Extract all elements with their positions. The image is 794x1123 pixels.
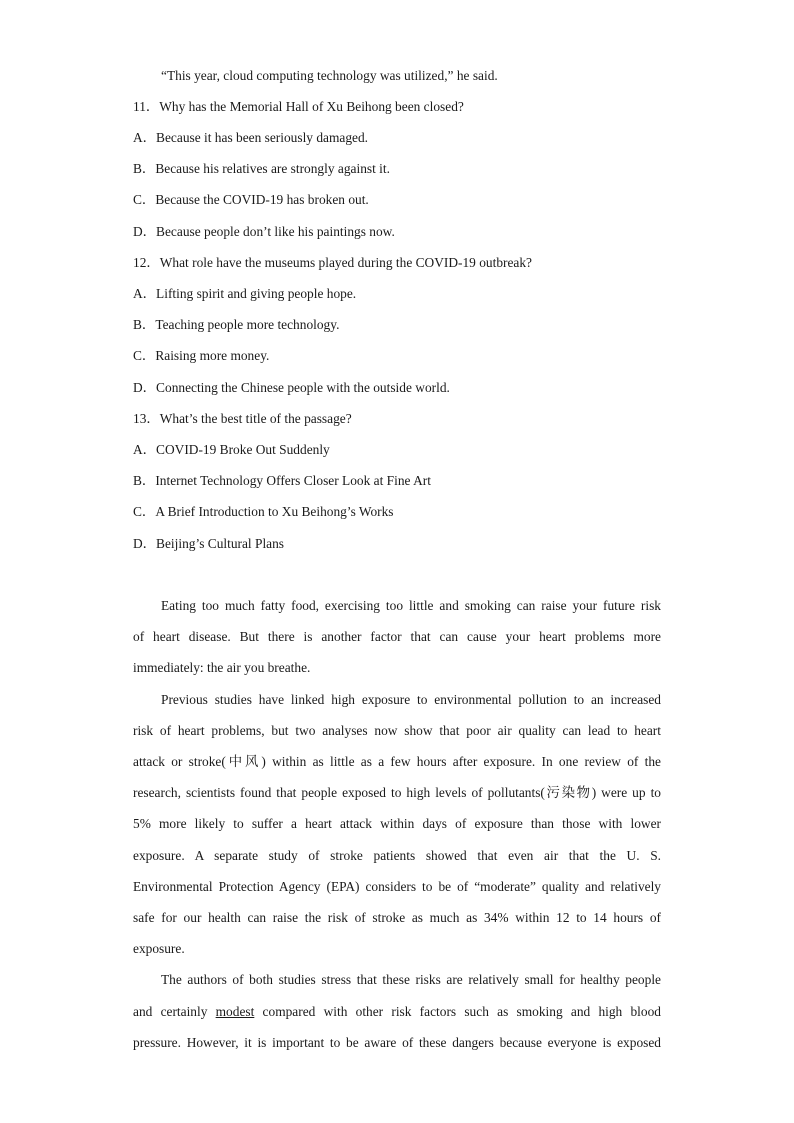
passage-p2-line: safe for our health can raise the risk of stroke as much as 34% within 12 to 14 hours of <box>133 910 661 925</box>
underlined-word-modest: modest <box>215 1004 255 1019</box>
passage-p3-line <box>133 1003 661 1021</box>
passage-p2-line: Environmental Protection Agency (EPA) considers to be of “moderate” quality and relatively <box>133 879 661 894</box>
passage-p2-line: research, scientists found that people exposed to high levels of pollutants(污染物) were up to <box>133 785 661 800</box>
passage-text: and certainly <box>133 1004 216 1019</box>
question-12: 12．What role have the museums played during the COVID-19 outbreak? <box>133 255 533 270</box>
passage-p2-line: Previous studies have linked high exposure to environmental pollution to an increased <box>161 692 661 707</box>
option-12-a: A．Lifting spirit and giving people hope. <box>133 286 357 301</box>
option-12-c: C．Raising more money. <box>133 348 270 363</box>
passage-p1-line: Eating too much fatty food, exercising too little and smoking can raise your future risk <box>161 598 661 613</box>
passage-p2-line: exposure. A separate study of stroke patients showed that even air that the U. S. <box>133 848 661 863</box>
passage-p1-line: immediately: the air you breathe. <box>133 660 311 675</box>
quote-line: “This year, cloud computing technology was utilized,” he said. <box>161 68 498 83</box>
question-13: 13．What’s the best title of the passage? <box>133 411 352 426</box>
passage-text: compared with other risk factors such as smoking and high blood <box>254 1004 661 1019</box>
passage-p1-line: of heart disease. But there is another factor that can cause your heart problems more <box>133 629 661 644</box>
option-11-c: C．Because the COVID-19 has broken out. <box>133 192 369 207</box>
passage-p2-line: exposure. <box>133 941 185 956</box>
option-12-d: D．Connecting the Chinese people with the outside world. <box>133 380 450 395</box>
passage-p2-line: attack or stroke(中风) within as little as a few hours after exposure. In one review of the <box>133 754 661 769</box>
option-13-d: D．Beijing’s Cultural Plans <box>133 536 285 551</box>
option-12-b: B．Teaching people more technology. <box>133 317 340 332</box>
option-13-c: C．A Brief Introduction to Xu Beihong’s Works <box>133 504 394 519</box>
passage-p2-line: risk of heart problems, but two analyses now show that poor air quality can lead to heart <box>133 723 661 738</box>
option-11-d: D．Because people don’t like his paintings now. <box>133 224 395 239</box>
passage-p3-line: pressure. However, it is important to be aware of these dangers because everyone is exposed <box>133 1035 661 1050</box>
option-11-b: B．Because his relatives are strongly against it. <box>133 161 390 176</box>
passage-p2-line: 5% more likely to suffer a heart attack within days of exposure than those with lower <box>133 816 661 831</box>
question-11: 11．Why has the Memorial Hall of Xu Beihong been closed? <box>133 99 464 114</box>
passage-p3-line: The authors of both studies stress that these risks are relatively small for healthy people <box>161 972 661 987</box>
option-13-a: A．COVID-19 Broke Out Suddenly <box>133 442 330 457</box>
option-13-b: B．Internet Technology Offers Closer Look at Fine Art <box>133 473 431 488</box>
option-11-a: A．Because it has been seriously damaged. <box>133 130 369 145</box>
